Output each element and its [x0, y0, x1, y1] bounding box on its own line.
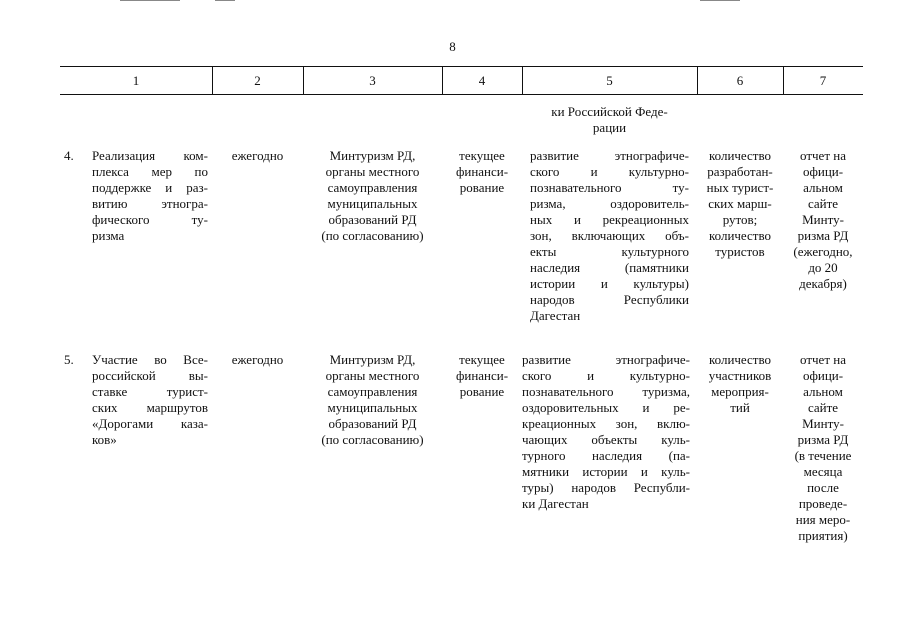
- text-line: альном: [803, 180, 843, 195]
- deadline: [214, 352, 301, 368]
- text-line: познавательного туризма,: [522, 384, 690, 399]
- text-line: ризма, оздоровитель-: [530, 196, 689, 211]
- text-line: ского и культурно-: [522, 368, 690, 383]
- text-line: до 20: [808, 260, 838, 275]
- text-line: после: [807, 480, 839, 495]
- scan-mark: [700, 0, 740, 1]
- text-line: «Дорогами каза-: [92, 416, 208, 431]
- scan-mark: [215, 0, 235, 1]
- continuation-text: [527, 104, 692, 136]
- text-line: ских маршрутов: [92, 400, 208, 415]
- text-line: образований РД: [328, 212, 417, 227]
- text-line: Минту-: [802, 212, 844, 227]
- text-line: зон, включающих объ-: [530, 228, 689, 243]
- column-header-6: 6: [736, 73, 744, 88]
- text-line: туристов: [715, 244, 765, 259]
- text-line: российской вы-: [92, 368, 208, 383]
- column-header-2: 2: [254, 73, 261, 88]
- text-line: тий: [730, 400, 750, 415]
- expected-result: [530, 148, 689, 324]
- text-line: креационных зон, вклю-: [522, 416, 690, 431]
- text-line: участников: [708, 368, 772, 383]
- text-line: мятники истории и куль-: [522, 464, 690, 479]
- scan-mark: [120, 0, 180, 1]
- text-line: ского и культурно-: [530, 164, 689, 179]
- page-number: 8: [449, 39, 456, 54]
- text-line: развитие этнографиче-: [530, 148, 689, 163]
- text-line: финанси-: [455, 164, 509, 179]
- text-line: месяца: [803, 464, 843, 479]
- text-line: ки Российской Феде-: [551, 104, 668, 119]
- text-line: (по согласованию): [321, 228, 424, 243]
- text-line: истории и культуры): [530, 276, 689, 291]
- text-line: Минтуризм РД,: [329, 352, 416, 367]
- text-line: офици-: [802, 368, 844, 383]
- text-line: текущее: [459, 352, 505, 367]
- text-line: ки Дагестан: [522, 496, 589, 511]
- text-line: ризма РД: [797, 228, 849, 243]
- text-line: альном: [803, 384, 843, 399]
- row-number: 5.: [64, 352, 74, 367]
- text-line: мероприя-: [711, 384, 769, 399]
- text-line: развитие этнографиче-: [522, 352, 690, 367]
- responsible: [305, 148, 440, 244]
- text-line: чающих объекты куль-: [522, 432, 690, 447]
- text-line: ских марш-: [708, 196, 772, 211]
- responsible: [305, 352, 440, 448]
- text-line: самоуправления: [327, 180, 418, 195]
- text-line: плекса мер по: [92, 164, 208, 179]
- column-header-7: 7: [819, 73, 827, 88]
- text-line: ежегодно: [231, 148, 284, 163]
- text-line: (в течение: [794, 448, 852, 463]
- text-line: органы местного: [325, 368, 420, 383]
- text-line: разработан-: [707, 164, 773, 179]
- text-line: Минтуризм РД,: [329, 148, 416, 163]
- text-line: фического ту-: [92, 212, 208, 227]
- financing: [444, 148, 520, 196]
- text-line: органы местного: [325, 164, 420, 179]
- indicator: [699, 148, 781, 260]
- text-line: муниципальных: [327, 400, 418, 415]
- deadline: [214, 148, 301, 164]
- column-header-5: 5: [606, 73, 613, 88]
- text-line: поддержке и раз-: [92, 180, 208, 195]
- text-line: Участие во Все-: [92, 352, 208, 367]
- text-line: количество: [708, 148, 772, 163]
- text-line: проведе-: [798, 496, 848, 511]
- report-form: [785, 148, 861, 292]
- text-line: Минту-: [802, 416, 844, 431]
- text-line: рование: [459, 180, 505, 195]
- measure-name: [92, 148, 208, 244]
- text-line: (ежегодно,: [793, 244, 853, 259]
- column-header-3: 3: [369, 73, 376, 88]
- text-line: народов Республики: [530, 292, 689, 307]
- text-line: ных и рекреационных: [530, 212, 689, 227]
- financing: [444, 352, 520, 400]
- text-line: ежегодно: [231, 352, 284, 367]
- text-line: отчет на: [800, 352, 846, 367]
- text-line: приятия): [798, 528, 848, 543]
- text-line: отчет на: [800, 148, 846, 163]
- text-line: финанси-: [455, 368, 509, 383]
- text-line: екты культурного: [530, 244, 689, 259]
- report-form: [785, 352, 861, 544]
- text-line: рование: [459, 384, 505, 399]
- text-line: оздоровительных и ре-: [522, 400, 690, 415]
- column-header-4: 4: [478, 73, 486, 88]
- text-line: Дагестан: [530, 308, 581, 323]
- text-line: ставке турист-: [92, 384, 208, 399]
- table-top-border: [60, 66, 863, 67]
- indicator: [699, 352, 781, 416]
- text-line: ризма: [92, 228, 125, 243]
- text-line: ных турист-: [706, 180, 774, 195]
- text-line: декабря): [799, 276, 847, 291]
- table-header-bottom-border: [60, 94, 863, 95]
- text-line: наследия (памятники: [530, 260, 689, 275]
- row-number: 4.: [64, 148, 74, 163]
- text-line: витию этногра-: [92, 196, 208, 211]
- text-line: сайте: [807, 196, 839, 211]
- text-line: (по согласованию): [321, 432, 424, 447]
- text-line: Реализация ком-: [92, 148, 208, 163]
- text-line: самоуправления: [327, 384, 418, 399]
- text-line: турного наследия (па-: [522, 448, 690, 463]
- text-line: муниципальных: [327, 196, 418, 211]
- text-line: познавательного ту-: [530, 180, 689, 195]
- text-line: текущее: [459, 148, 505, 163]
- text-line: офици-: [802, 164, 844, 179]
- column-header-1: 1: [132, 73, 140, 88]
- text-line: ризма РД: [797, 432, 849, 447]
- expected-result: [522, 352, 690, 512]
- text-line: ков»: [92, 432, 117, 447]
- text-line: сайте: [807, 400, 839, 415]
- text-line: рутов;: [722, 212, 758, 227]
- text-line: туры) народов Республи-: [522, 480, 690, 495]
- measure-name: [92, 352, 208, 448]
- text-line: количество: [708, 352, 772, 367]
- text-line: ния меро-: [795, 512, 851, 527]
- text-line: рации: [592, 120, 627, 135]
- text-line: образований РД: [328, 416, 417, 431]
- text-line: количество: [708, 228, 772, 243]
